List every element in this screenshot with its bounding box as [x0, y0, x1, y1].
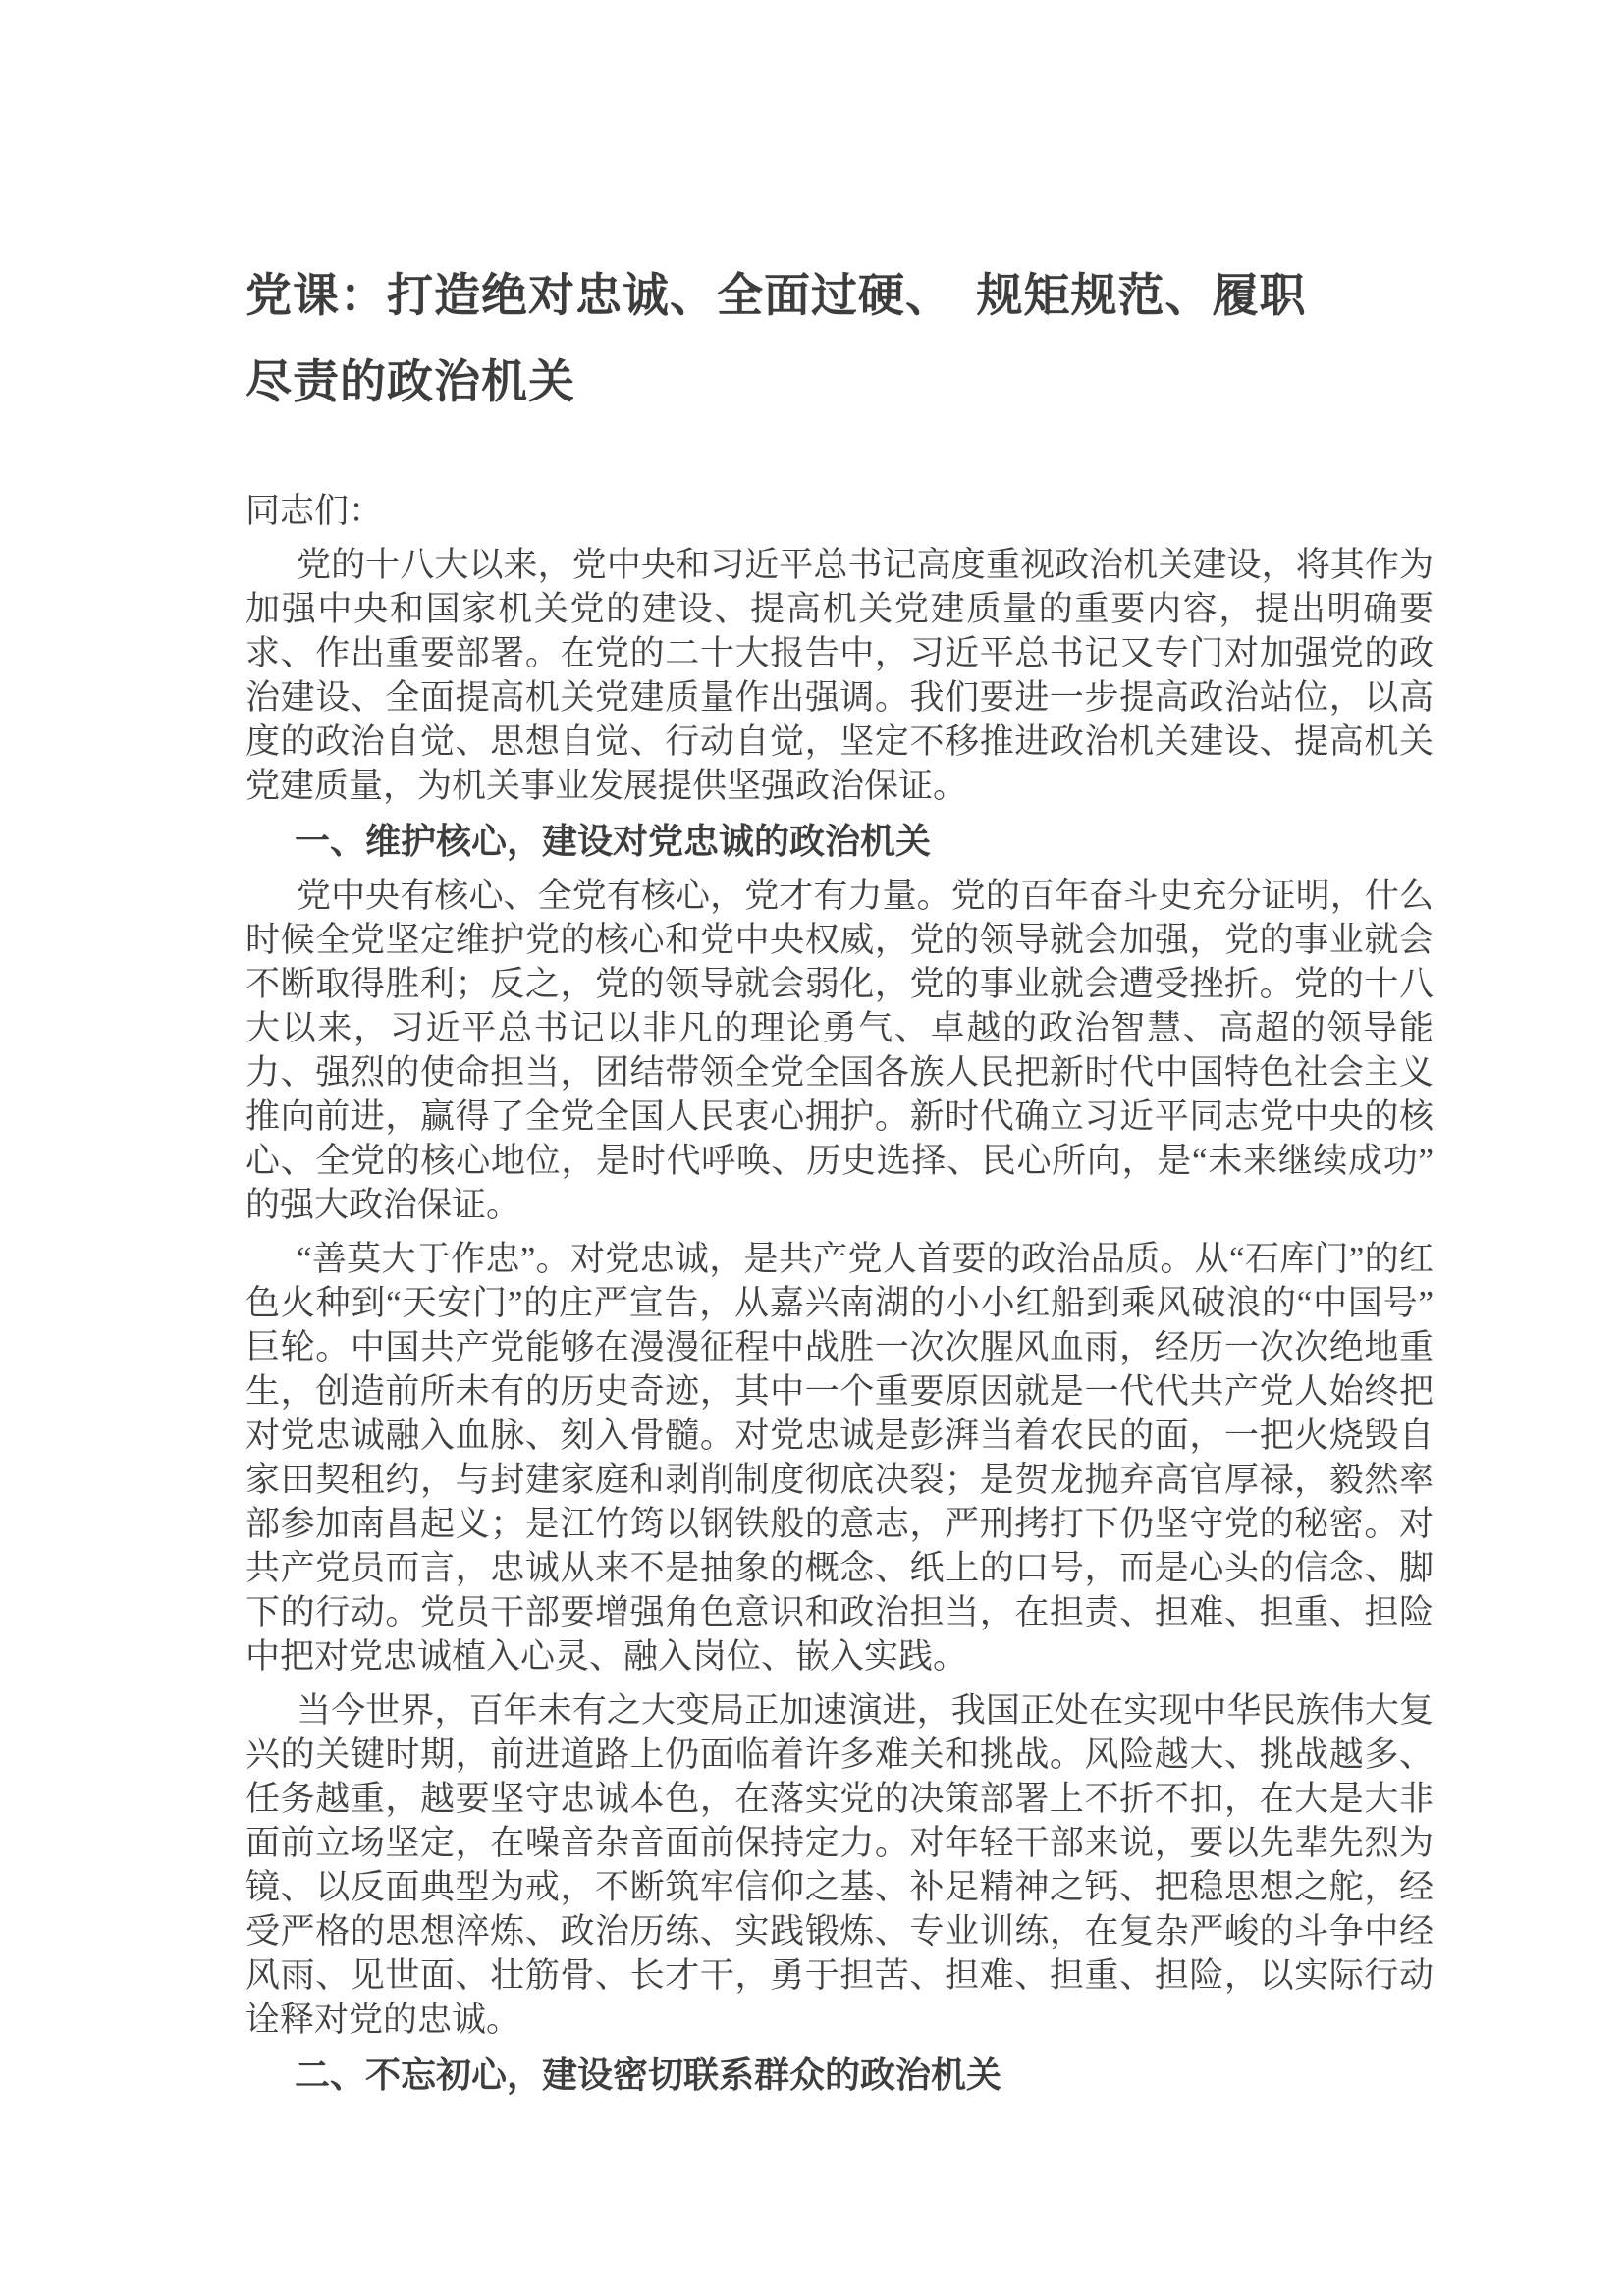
document-title-line-1: 党课：打造绝对忠诚、全面过硬、 规矩规范、履职: [245, 269, 1307, 321]
salutation: 同志们：: [245, 492, 384, 530]
paragraph-world: 当今世界，百年未有之大变局正加速演进，我国正处在实现中华民族伟大复兴的关键时期，前进道路上仍面临着许多难关和挑战。风险越大、挑战越多、任务越重，越要坚守忠诚本色，在落实党的决策部署上不折不扣，在大是大非面前立场坚定，在噪音杂音面前保持定力。对年轻干部来说，要以先辈先烈为镜、以反面典型为戒，不断筑牢信仰之基、补足精神之钙、把稳思想之舵，经受严格的思想淬炼、政治历练、实践锻炼、专业训练，在复杂严峻的斗争中经风雨、见世面、壮筋骨、长才干，勇于担苦、担难、担重、担险，以实际行动诠释对党的忠诚。: [245, 1691, 1434, 2039]
section-heading-2: 二、不忘初心，建设密切联系群众的政治机关: [295, 2056, 1002, 2095]
document-title-line-2: 尽责的政治机关: [245, 355, 575, 407]
paragraph-loyalty: “善莫大于作忠”。对党忠诚，是共产党人首要的政治品质。从“石库门”的红色火种到“天安门”的庄严宣告，从嘉兴南湖的小小红船到乘风破浪的“中国号”巨轮。中国共产党能够在漫漫征程中战胜一次次腥风血雨，经历一次次绝地重生，创造前所未有的历史奇迹，其中一个重要原因就是一代代共产党人始终把对党忠诚融入血脉、刻入骨髓。对党忠诚是彭湃当着农民的面，一把火烧毁自家田契租约，与封建家庭和剥削制度彻底决裂；是贺龙抛弃高官厚禄，毅然率部参加南昌起义；是江竹筠以钢铁般的意志，严刑拷打下仍坚守党的秘密。对共产党员而言，忠诚从来不是抽象的概念、纸上的口号，而是心头的信念、脚下的行动。党员干部要增强角色意识和政治担当，在担责、担难、担重、担险中把对党忠诚植入心灵、融入岗位、嵌入实践。: [245, 1240, 1434, 1676]
section-heading-1: 一、维护核心，建设对党忠诚的政治机关: [295, 822, 932, 861]
document-body: [245, 489, 1434, 2098]
document-content: [245, 252, 1434, 2098]
paragraph-intro: 党的十八大以来，党中央和习近平总书记高度重视政治机关建设，将其作为加强中央和国家机关党的建设、提高机关党建质量的重要内容，提出明确要求、作出重要部署。在党的二十大报告中，习近平总书记又专门对加强党的政治建设、全面提高机关党建质量作出强调。我们要进一步提高政治站位，以高度的政治自觉、思想自觉、行动自觉，坚定不移推进政治机关建设、提高机关党建质量，为机关事业发展提供坚强政治保证。: [245, 546, 1434, 805]
paragraph-core: 党中央有核心、全党有核心，党才有力量。党的百年奋斗史充分证明，什么时候全党坚定维护党的核心和党中央权威，党的领导就会加强，党的事业就会不断取得胜利；反之，党的领导就会弱化，党的事业就会遭受挫折。党的十八大以来，习近平总书记以非凡的理论勇气、卓越的政治智慧、高超的领导能力、强烈的使命担当，团结带领全党全国各族人民把新时代中国特色社会主义推向前进，赢得了全党全国人民衷心拥护。新时代确立习近平同志党中央的核心、全党的核心地位，是时代呼唤、历史选择、民心所向，是“未来继续成功”的强大政治保证。: [245, 877, 1434, 1224]
document-title: [245, 252, 1434, 425]
